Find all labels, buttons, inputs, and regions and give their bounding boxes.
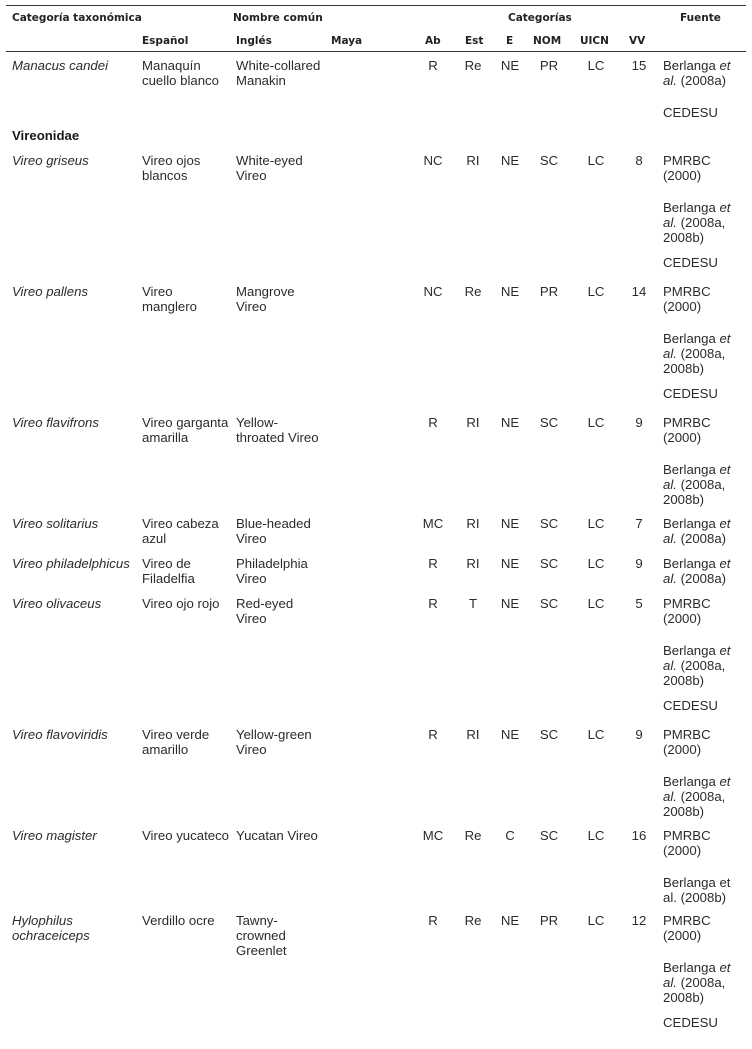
source-year: (2008a, 2008b) [663,215,726,246]
cell-ab: MC [422,828,444,843]
cell-vv: 14 [631,284,647,299]
source-year: (2008a, 2008b) [663,346,726,377]
cell-uicn: LC [587,415,605,430]
english-name: Philadelphia Vireo [236,556,308,587]
spanish-name: Vireo ojo rojo [142,596,220,611]
source-year: (2008a, 2008b) [663,975,726,1006]
cell-nom: SC [539,556,559,571]
spanish-name: Vireo ojos blancos [142,153,201,184]
cell-ab: R [428,913,438,928]
source-text: Berlanga [663,331,720,346]
cell-uicn: LC [587,727,605,742]
source-text: CEDESU [663,698,718,713]
cell-uicn: LC [587,556,605,571]
header-categories: Categorías [508,12,572,24]
scientific-name: Vireo solitarius [12,516,99,531]
scientific-name: Vireo flavifrons [12,415,99,430]
english-name: Yellow-green Vireo [236,727,312,758]
source-year: (2008a, 2008b) [663,789,726,820]
cell-ab: MC [422,516,444,531]
source-reference [663,386,739,401]
cell-uicn: LC [587,153,605,168]
source-year: (2008a, 2008b) [663,477,726,508]
english-name: White-eyed Vireo [236,153,303,184]
cell-e: C [505,828,515,843]
source-reference [663,828,739,858]
cell-ab: R [428,556,438,571]
source-text: Berlanga [663,462,720,477]
cell-e: NE [500,596,520,611]
cell-ab: NC [423,284,443,299]
cell-est: Re [464,58,482,73]
spanish-name: Vireo cabeza azul [142,516,219,547]
cell-nom: SC [539,596,559,611]
source-et-al: et al. [663,516,731,547]
source-text: Berlanga [663,516,720,531]
english-name: Blue-headed Vireo [236,516,311,547]
header-common-name: Nombre común [233,12,323,24]
header-english: Inglés [236,35,272,47]
spanish-name: Vireo de Filadelfia [142,556,195,587]
scientific-name: Vireo olivaceus [12,596,102,611]
source-reference [663,875,739,905]
source-reference [663,105,739,120]
spanish-name: Verdillo ocre [142,913,215,928]
header-ab: Ab [425,35,441,47]
cell-nom: SC [539,828,559,843]
cell-vv: 16 [631,828,647,843]
cell-ab: R [428,58,438,73]
cell-est: RI [466,153,480,168]
source-et-al: et al. [663,462,731,493]
cell-e: NE [500,727,520,742]
cell-vv: 5 [635,596,643,611]
cell-nom: PR [539,284,559,299]
source-year: (2008a) [676,571,727,587]
source-et-al: et al. [663,556,731,587]
source-reference [663,774,739,820]
source-reference [663,255,739,270]
cell-est: RI [466,727,480,742]
source-reference [663,643,739,689]
cell-nom: SC [539,153,559,168]
cell-ab: R [428,596,438,611]
scientific-name: Vireo philadelphicus [12,556,130,571]
cell-nom: SC [539,415,559,430]
source-text: Berlanga [663,960,720,975]
spanish-name: Vireo verde amarillo [142,727,210,758]
top-rule [6,5,746,6]
scientific-name: Vireo griseus [12,153,89,168]
spanish-name: Vireo manglero [142,284,197,315]
cell-uicn: LC [587,284,605,299]
source-reference [663,727,739,757]
cell-e: NE [500,58,520,73]
source-reference [663,1015,739,1030]
cell-vv: 7 [635,516,643,531]
header-nom: NOM [533,35,562,47]
english-name: Yucatan Vireo [236,828,318,843]
scientific-name: Vireo flavoviridis [12,727,108,742]
header-maya: Maya [331,35,363,47]
english-name: Yellow-throated Vireo [236,415,319,446]
source-text: Berlanga [663,200,720,215]
source-et-al: et al. [663,774,731,805]
scientific-name: Vireo magister [12,828,97,843]
source-reference [663,698,739,713]
header-vv: VV [629,35,646,47]
header-e: E [506,35,514,47]
cell-est: RI [466,415,480,430]
source-text: PMRBC (2000) [663,727,711,758]
scientific-name: Hylophilus ochraceiceps [12,913,90,944]
cell-est: T [468,596,478,611]
spanish-name: Manaquín cuello blanco [142,58,219,89]
cell-vv: 9 [635,727,643,742]
source-reference [663,284,739,314]
cell-nom: PR [539,58,559,73]
source-reference [663,960,739,1006]
english-name: Red-eyed Vireo [236,596,294,627]
source-year: (2008a) [676,531,727,547]
cell-uicn: LC [587,58,605,73]
cell-est: Re [464,284,482,299]
spanish-name: Vireo garganta amarilla [142,415,229,446]
source-year: (2008a, 2008b) [663,658,726,689]
source-reference [663,596,739,626]
scientific-name: Manacus candei [12,58,109,73]
source-text: Berlanga [663,774,720,789]
cell-est: RI [466,556,480,571]
scientific-name: Vireo pallens [12,284,89,299]
cell-vv: 9 [635,556,643,571]
family-name: Vireonidae [12,128,80,143]
cell-est: RI [466,516,480,531]
source-year: (2008a) [676,73,727,89]
cell-nom: SC [539,516,559,531]
source-text: PMRBC (2000) [663,415,711,446]
source-et-al: et al. [663,331,731,362]
english-name: Tawny-crowned Greenlet [236,913,287,959]
source-text: CEDESU [663,105,718,120]
source-text: PMRBC (2000) [663,153,711,184]
source-reference [663,153,739,183]
header-rule [6,51,746,52]
header-uicn: UICN [580,35,609,47]
header-spanish: Español [142,35,189,47]
cell-uicn: LC [587,913,605,928]
cell-uicn: LC [587,828,605,843]
source-text: CEDESU [663,1015,718,1030]
cell-e: NE [500,913,520,928]
source-text: CEDESU [663,255,718,270]
source-text: Berlanga [663,556,720,571]
source-reference [663,415,739,445]
cell-e: NE [500,556,520,571]
cell-vv: 12 [631,913,647,928]
cell-e: NE [500,153,520,168]
source-reference [663,58,739,88]
source-reference [663,200,739,246]
source-text: CEDESU [663,386,718,401]
source-reference [663,913,739,943]
source-text: PMRBC (2000) [663,596,711,627]
english-name: Mangrove Vireo [236,284,295,315]
cell-nom: PR [539,913,559,928]
source-reference [663,462,739,508]
source-et-al: et al. [663,643,731,674]
source-text: Berlanga [663,58,720,73]
cell-vv: 8 [635,153,643,168]
cell-uicn: LC [587,516,605,531]
header-taxon: Categoría taxonómica [12,12,142,24]
cell-ab: NC [423,153,443,168]
header-est: Est [465,35,484,47]
cell-vv: 9 [635,415,643,430]
cell-ab: R [428,727,438,742]
cell-uicn: LC [587,596,605,611]
source-text: PMRBC (2000) [663,828,711,859]
spanish-name: Vireo yucateco [142,828,229,843]
cell-e: NE [500,415,520,430]
source-reference [663,516,739,546]
cell-e: NE [500,516,520,531]
source-text: Berlanga et al. (2008b) [663,875,731,906]
source-text: Berlanga [663,643,720,658]
english-name: White-collared Manakin [236,58,321,89]
cell-e: NE [500,284,520,299]
source-et-al: et al. [663,58,731,89]
source-text: PMRBC (2000) [663,913,711,944]
cell-ab: R [428,415,438,430]
cell-nom: SC [539,727,559,742]
source-reference [663,556,739,586]
cell-est: Re [464,913,482,928]
cell-vv: 15 [631,58,647,73]
cell-est: Re [464,828,482,843]
header-source: Fuente [680,12,721,24]
source-et-al: et al. [663,200,731,231]
source-text: PMRBC (2000) [663,284,711,315]
source-reference [663,331,739,377]
source-et-al: et al. [663,960,731,991]
